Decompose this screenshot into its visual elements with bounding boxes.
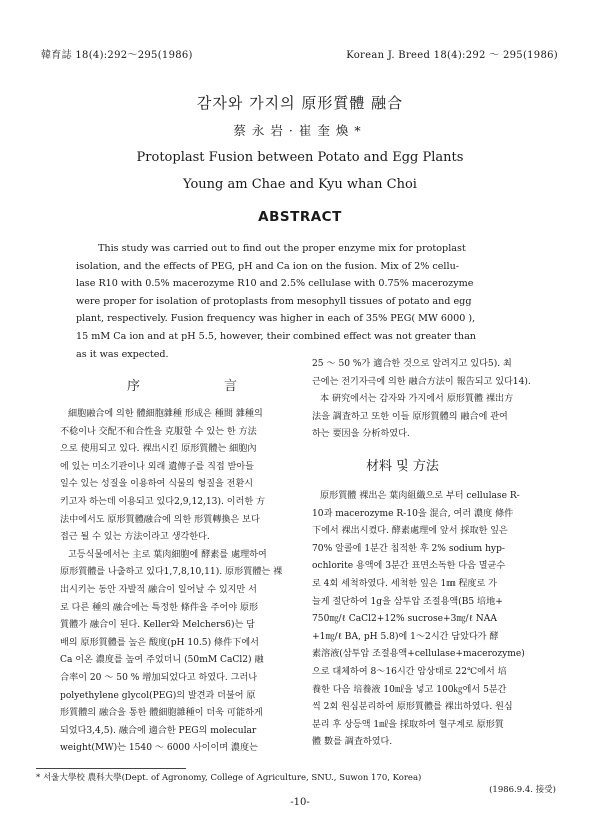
abstract-line: This study was carried out to find out the proper enzyme mix for protoplast xyxy=(98,243,466,254)
methods-line: 體 數를 調査하였다. xyxy=(312,737,393,748)
intro-line: 배의 原形質體를 높은 酸度(pH 10.5) 條件下에서 xyxy=(60,637,259,648)
footnote-affiliation: * 서울大學校 農科大學(Dept. of Agronomy, College of Agriculture, SNU., Suwon 170, Korea) xyxy=(36,773,422,783)
intro-continued-line: 本 硏究에서는 감자와 가지에서 原形質體 裸出方 xyxy=(320,394,514,405)
methods-line: 10과 macerozyme R-10을 混合, 여러 濃度 條件 xyxy=(312,508,514,519)
abstract-line: plant, respectively. Fusion frequency was higher in each of 35% PEG( MW 6000 ), xyxy=(76,313,476,325)
intro-line: 로 다른 種의 融合에는 특정한 條件을 주어야 原形 xyxy=(60,602,259,613)
methods-line: 養한 다음 培養液 10㎖을 넣고 100㎏에서 5분간 xyxy=(312,684,507,695)
intro-continued-line: 25 ～ 50 %가 適合한 것으로 알려지고 있다5). 최 xyxy=(312,359,512,369)
abstract-line: 15 mM Ca ion and at pH 5.5, however, their combined effect was not greater than xyxy=(76,330,476,342)
intro-line: Ca 이온 濃度를 높여 주었더니 (50mM CaCl2) 融 xyxy=(60,655,264,666)
title-korean: 감자와 가지의 原形質體 融合 xyxy=(196,94,404,112)
introduction-column xyxy=(60,406,282,758)
intro-line: 法中에서도 原形質體融合에 의한 形質轉換은 보다 xyxy=(60,514,260,525)
intro-line: weight(MW)는 1540 ～ 6000 사이이며 濃度는 xyxy=(60,743,258,754)
methods-line: 原形質體 裸出은 葉肉組織으로 부터 cellulase R- xyxy=(320,490,520,501)
intro-line: 키고자 하는데 이용되고 있다2,9,12,13). 이러한 方 xyxy=(60,496,266,507)
intro-line: 일수 있는 성질을 이용하여 식물의 형질을 전환시 xyxy=(60,479,254,490)
intro-line: 접근 될 수 있는 方法이라고 생각한다. xyxy=(60,532,210,543)
methods-line: 素溶液(삼투압 조절용액+cellulase+macerozyme) xyxy=(312,649,525,660)
methods-line: 下에서 裸出시켰다. 酵素處理에 앞서 採取한 잎은 xyxy=(312,526,508,537)
journal-citation-english: Korean J. Breed 18(4):292 ～ 295(1986) xyxy=(346,50,558,61)
intro-line: 에 있는 미소기관이나 외래 遺傳子를 직접 받아들 xyxy=(60,461,254,472)
intro-line: 으로 使用되고 있다. 裸出시킨 原形質體는 細胞內 xyxy=(60,444,257,455)
intro-line: 고등식물에서는 主로 葉肉細胞에 酵素를 處理하여 xyxy=(68,549,267,560)
abstract-body xyxy=(76,240,516,363)
authors-korean: 蔡永岩·崔奎煥* xyxy=(233,123,367,138)
methods-line: +1㎎/ℓ BA, pH 5.8)에 1～2시간 담았다가 酵 xyxy=(312,631,499,642)
intro-line: 細胞融合에 의한 體細胞雜種 形成은 種間 雜種의 xyxy=(68,409,263,419)
abstract-heading: ABSTRACT xyxy=(258,209,342,225)
intro-line: 質體가 融合이 된다. Keller와 Melchers6)는 담 xyxy=(60,620,255,631)
intro-continued-line: 法을 調査하고 또한 이들 原形質體의 融合에 관여 xyxy=(312,411,508,422)
title-english: Protoplast Fusion between Potato and Egg Plants xyxy=(136,150,464,165)
methods-line: 씩 2회 원심분리하여 原形質體를 裸出하였다. 원심 xyxy=(312,702,513,713)
intro-line: 原形質體를 나출하고 있다1,7,8,10,11). 原形質體는 裸 xyxy=(60,567,282,578)
methods-line: 로 4회 세척하였다. 세척한 잎은 1㎜ 程度로 가 xyxy=(312,578,497,589)
methods-line: 750㎎/ℓ CaCl2+12% sucrose+3㎎/ℓ NAA xyxy=(312,614,497,625)
page-number: -10- xyxy=(290,797,310,808)
abstract-line: isolation, and the effects of PEG, pH and Ca ion on the fusion. Mix of 2% cellu- xyxy=(76,260,459,272)
intro-line: 形質體의 融合을 통한 體細胞雜種이 더욱 可能하게 xyxy=(60,708,263,719)
authors-english: Young am Chae and Kyu whan Choi xyxy=(183,177,417,192)
footnote-divider xyxy=(36,768,186,769)
section-heading-char: 序 xyxy=(127,379,141,394)
abstract-line: lase R10 with 0.5% macerozyme R10 and 2.5% cellulase with 0.75% macerozyme xyxy=(76,278,474,290)
methods-line: 늘게 절단하여 1g을 삼투압 조절용액(B5 培地+ xyxy=(312,596,503,607)
methods-line: ochlorite 용액에 3분간 표면소독한 다음 멸균수 xyxy=(312,561,506,572)
footnote-received-date: (1986.9.4. 接受) xyxy=(489,785,556,795)
methods-line: 으로 대체하여 8～16시간 암상태로 22℃에서 培 xyxy=(312,666,507,677)
intro-line: polyethylene glycol(PEG)의 발견과 더불어 原 xyxy=(60,690,256,701)
section-heading-char: 言 xyxy=(223,379,237,394)
abstract-line: were proper for isolation of protoplasts from mesophyll tissues of potato and egg xyxy=(76,295,472,307)
methods-line: 분리 후 상등액 1㎖을 採取하여 혈구계로 原形質 xyxy=(312,719,504,730)
section-heading-introduction xyxy=(127,375,237,394)
methods-line: 70% 알콜에 1분간 침적한 후 2% sodium hyp- xyxy=(312,543,505,554)
journal-citation-korean: 韓育誌 18(4):292～295(1986) xyxy=(41,50,193,61)
abstract-line: as it was expected. xyxy=(76,348,169,360)
footnote xyxy=(36,772,556,796)
intro-line: 되었다3,4,5). 融合에 適合한 PEG의 molecular xyxy=(60,725,257,736)
right-column xyxy=(312,356,544,752)
section-heading-materials-methods: 材料 및 方法 xyxy=(366,459,439,474)
intro-line: 不稔이나 交配不和合性을 克服할 수 있는 한 方法 xyxy=(60,426,257,437)
intro-continued-line: 하는 要因을 分析하였다. xyxy=(312,429,410,440)
intro-line: 合率이 20 ～ 50 % 增加되었다고 하였다. 그러나 xyxy=(60,672,258,683)
intro-continued-line: 근에는 전기자극에 의한 融合方法이 報告되고 있다14). xyxy=(312,376,531,387)
intro-line: 出시키는 동안 자발적 融合이 일어날 수 있지만 서 xyxy=(60,584,257,595)
